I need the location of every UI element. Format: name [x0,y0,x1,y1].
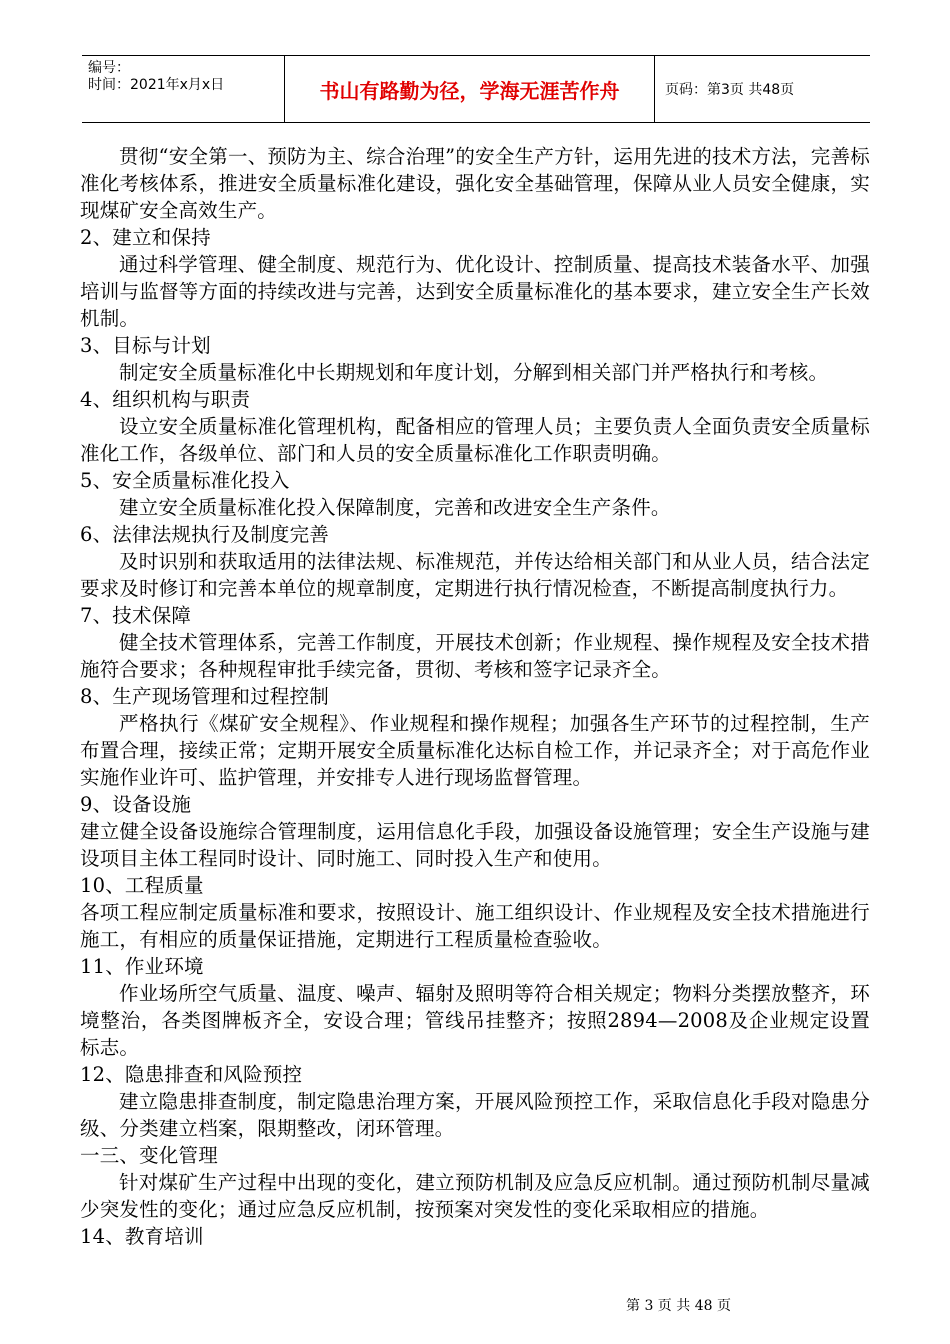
section-paragraph: 针对煤矿生产过程中出现的变化，建立预防机制及应急反应机制。通过预防机制尽量减少突发性的变化；通过应急反应机制，按预案对突发性的变化采取相应的措施。 [80,1171,870,1221]
section-paragraph: 通过科学管理、健全制度、规范行为、优化设计、控制质量、提高技术装备水平、加强培训与监督等方面的持续改进与完善，达到安全质量标准化的基本要求，建立安全生产长效机制。 [80,253,870,330]
section-paragraph: 建立安全质量标准化投入保障制度，完善和改进安全生产条件。 [119,496,671,519]
section-paragraph: 建立隐患排查制度，制定隐患治理方案，开展风险预控工作，采取信息化手段对隐患分级、分类建立档案，限期整改，闭环管理。 [80,1090,870,1140]
section-heading: 7、技术保障 [80,604,192,627]
header-meta [82,56,285,122]
section-paragraph: 各项工程应制定质量标准和要求，按照设计、施工组织设计、作业规程及安全技术措施进行施工，有相应的质量保证措施，定期进行工程质量检查验收。 [80,901,870,951]
section-heading: 10、工程质量 [80,874,204,897]
page-footer: 第 3 页 共 48 页 [626,1298,731,1314]
section-heading: 11、作业环境 [80,955,204,978]
section-paragraph: 及时识别和获取适用的法律法规、标准规范，并传达给相关部门和从业人员，结合法定要求及时修订和完善本单位的规章制度，定期进行执行情况检查，不断提高制度执行力。 [80,550,870,600]
header-page-info: 页码：第3页 共48页 [665,82,795,98]
section-paragraph: 设立安全质量标准化管理机构，配备相应的管理人员；主要负责人全面负责安全质量标准化工作，各级单位、部门和人员的安全质量标准化工作职责明确。 [80,415,870,465]
section-heading: 一三、变化管理 [80,1144,218,1167]
doc-code-label: 编号： [88,60,130,76]
document-body [80,143,870,1250]
section-paragraph: 严格执行《煤矿安全规程》、作业规程和操作规程；加强各生产环节的过程控制，生产布置合理，接续正常；定期开展安全质量标准化达标自检工作，并记录齐全；对于高危作业实施作业许可、监护管理，并安排专人进行现场监督管理。 [80,712,870,789]
section-heading: 6、法律法规执行及制度完善 [80,523,330,546]
section-heading: 3、目标与计划 [80,334,211,357]
doc-date-label: 时间：2021年x月x日 [88,77,225,93]
header-motto: 书山有路勤为径，学海无涯苦作舟 [285,56,655,122]
section-paragraph: 建立健全设备设施综合管理制度，运用信息化手段，加强设备设施管理；安全生产设施与建设项目主体工程同时设计、同时施工、同时投入生产和使用。 [80,820,870,870]
section-heading: 5、安全质量标准化投入 [80,469,290,492]
section-paragraph: 制定安全质量标准化中长期规划和年度计划，分解到相关部门并严格执行和考核。 [119,361,829,384]
page-header [82,55,870,123]
section-paragraph: 贯彻“安全第一、预防为主、综合治理”的安全生产方针，运用先进的技术方法，完善标准化考核体系，推进安全质量标准化建设，强化安全基础管理，保障从业人员安全健康，实现煤矿安全高效生产。 [80,145,870,222]
section-heading: 8、生产现场管理和过程控制 [80,685,330,708]
section-heading: 2、建立和保持 [80,226,211,249]
section-heading: 12、隐患排查和风险预控 [80,1063,303,1086]
section-paragraph: 作业场所空气质量、温度、噪声、辐射及照明等符合相关规定；物料分类摆放整齐，环境整治，各类图牌板齐全，安设合理；管线吊挂整齐；按照2894—2008及企业规定设置标志。 [80,982,870,1059]
section-heading: 14、教育培训 [80,1225,204,1248]
section-heading: 9、设备设施 [80,793,192,816]
section-heading: 4、组织机构与职责 [80,388,251,411]
section-paragraph: 健全技术管理体系，完善工作制度，开展技术创新；作业规程、操作规程及安全技术措施符合要求；各种规程审批手续完备，贯彻、考核和签字记录齐全。 [80,631,870,681]
